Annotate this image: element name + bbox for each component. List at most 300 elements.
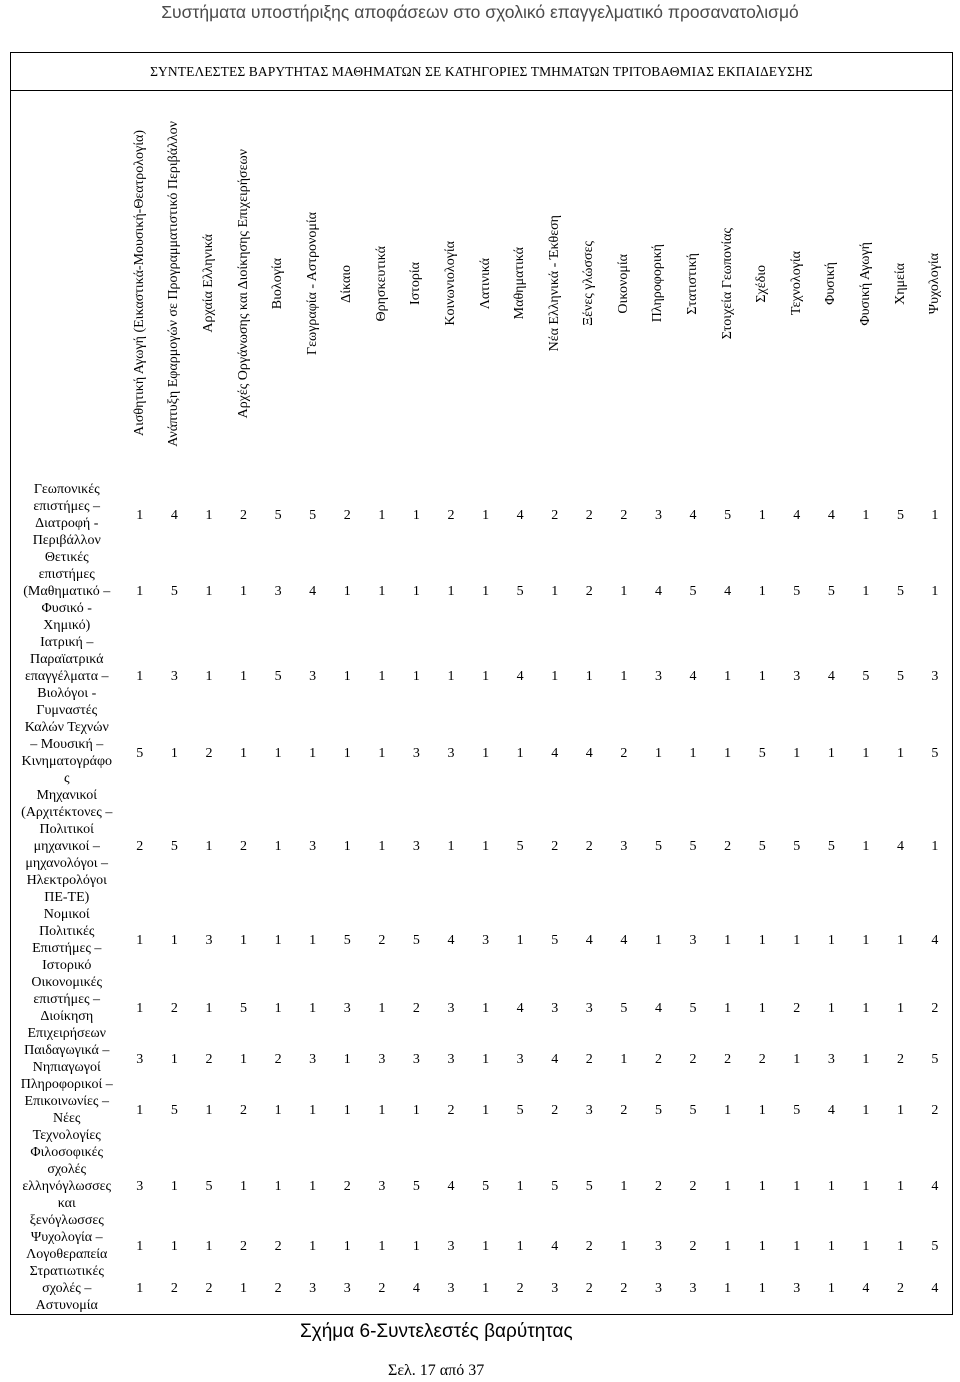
- weight-cell: 4: [654, 1000, 662, 1016]
- weight-cell: 1: [482, 1051, 490, 1067]
- weight-cell: 5: [309, 507, 317, 523]
- weight-cell: 2: [585, 839, 593, 854]
- row-label: Ψυχολογία – Λογοθεραπεία: [26, 1230, 108, 1262]
- weight-cell: 3: [447, 1000, 455, 1016]
- column-header-label: Αρχές Οργάνωσης και Διοίκησης Επιχειρήσεων: [235, 148, 251, 419]
- weight-cell: 1: [170, 932, 178, 948]
- column-header-label: Ψυχολογία: [926, 252, 942, 315]
- weight-cell: 1: [240, 745, 248, 761]
- weight-cell: 5: [689, 1102, 697, 1118]
- weight-cell: 4: [620, 932, 628, 948]
- weight-cell: 5: [689, 584, 697, 599]
- weight-cell: 5: [654, 839, 662, 854]
- weight-cell: 2: [205, 1051, 213, 1067]
- weight-cell: 5: [412, 932, 420, 948]
- weight-cell: 1: [758, 932, 766, 948]
- table-row: [11, 1042, 953, 1076]
- weight-cell: 5: [654, 1102, 662, 1118]
- weight-cell: 4: [516, 669, 524, 684]
- weight-cell: 1: [516, 1179, 524, 1194]
- weight-cell: 1: [170, 1179, 178, 1194]
- weight-cell: 3: [170, 669, 178, 684]
- weight-cell: 2: [931, 1000, 939, 1016]
- weight-cell: 1: [827, 1000, 835, 1016]
- weight-cell: 1: [724, 1102, 732, 1118]
- weight-cell: 1: [412, 1238, 420, 1254]
- column-header-label: Χημεία: [892, 262, 908, 305]
- weight-cell: 1: [343, 745, 351, 761]
- column-header: [192, 91, 227, 482]
- weight-cell: 3: [274, 584, 282, 599]
- weight-cell: 2: [793, 1000, 801, 1016]
- weight-cell: 2: [551, 839, 559, 854]
- weight-cell: 4: [447, 932, 455, 948]
- weight-cell: 1: [758, 1281, 766, 1296]
- row-label: Στρατιωτικές σχολές – Αστυνομία: [29, 1264, 104, 1313]
- column-header: [157, 91, 192, 482]
- weight-cell: 1: [343, 1102, 351, 1118]
- weight-cell: 4: [170, 507, 178, 523]
- weight-cell: 1: [793, 745, 801, 761]
- column-header-label: Βιολογία: [270, 257, 286, 310]
- weight-cell: 1: [654, 932, 662, 948]
- weight-cell: 1: [620, 1051, 628, 1067]
- weight-cell: 1: [482, 1000, 490, 1016]
- weight-cell: 1: [309, 1179, 317, 1194]
- weight-cell: 3: [654, 1281, 662, 1296]
- weight-cell: 5: [620, 1000, 628, 1016]
- table-title-row: [11, 53, 953, 91]
- column-header: [295, 91, 330, 482]
- weight-cell: 2: [274, 1281, 282, 1296]
- weight-cell: 2: [654, 1051, 662, 1067]
- weight-cell: 1: [343, 839, 351, 854]
- weight-cell: 2: [758, 1051, 766, 1067]
- weight-cell: 4: [551, 745, 559, 761]
- weight-cell: 4: [724, 584, 732, 599]
- weight-cell: 5: [931, 1051, 939, 1067]
- weight-cell: 2: [170, 1000, 178, 1016]
- weight-cell: 1: [205, 839, 213, 854]
- weight-cell: 2: [585, 507, 593, 523]
- weight-cell: 1: [897, 1179, 904, 1194]
- weight-cell: 1: [897, 745, 904, 761]
- weight-cell: 1: [309, 1102, 317, 1118]
- weight-cell: 1: [862, 1179, 870, 1194]
- weight-cell: 4: [689, 507, 697, 523]
- weight-cell: 1: [482, 584, 490, 599]
- weight-cell: 2: [620, 507, 628, 523]
- table-row: [11, 549, 953, 634]
- weight-cell: 1: [862, 932, 870, 948]
- weight-cell: 5: [897, 507, 904, 523]
- weight-cell: 2: [136, 839, 144, 854]
- weight-cell: 2: [205, 1281, 213, 1296]
- weight-cell: 5: [412, 1179, 420, 1194]
- weight-cell: 2: [240, 507, 248, 523]
- weight-cell: 3: [309, 1051, 317, 1067]
- weight-cell: 4: [585, 932, 593, 948]
- weight-cell: 3: [551, 1000, 559, 1016]
- weight-cell: 5: [724, 507, 732, 523]
- weight-cell: 5: [931, 745, 939, 761]
- weight-cell: 1: [309, 1238, 317, 1254]
- weight-cell: 2: [170, 1281, 178, 1296]
- weight-cell: 3: [378, 1051, 386, 1067]
- weight-cell: 1: [724, 1281, 732, 1296]
- table-row: [11, 1229, 953, 1263]
- weight-cell: 1: [620, 1179, 628, 1194]
- weight-cell: 1: [205, 1238, 213, 1254]
- weight-cell: 1: [724, 1238, 732, 1254]
- weight-cell: 3: [343, 1000, 351, 1016]
- column-header: [399, 91, 434, 482]
- weight-cell: 1: [447, 584, 455, 599]
- weight-cell: 1: [931, 584, 939, 599]
- weight-cell: 1: [862, 584, 870, 599]
- weight-cell: 3: [412, 745, 420, 761]
- row-label: Γεωπονικές επιστήμες – Διατροφή - Περιβάλλον: [32, 482, 101, 548]
- weight-cell: 1: [724, 1179, 732, 1194]
- weight-cell: 4: [931, 1179, 939, 1194]
- weight-cell: 1: [516, 1238, 524, 1254]
- weight-cell: 1: [240, 669, 248, 684]
- weight-cell: 1: [412, 669, 420, 684]
- weight-cell: 4: [585, 745, 593, 761]
- column-header: [779, 91, 814, 482]
- weight-cell: 1: [482, 507, 490, 523]
- table-corner-cell: [11, 91, 123, 482]
- weight-cell: 5: [516, 1102, 524, 1118]
- weight-cell: 3: [309, 839, 317, 854]
- column-header-label: Φυσική Αγωγή: [857, 241, 873, 326]
- column-header: [537, 91, 572, 482]
- weight-cell: 4: [793, 507, 801, 523]
- column-header-label: Νέα Ελληνικά - Έκθεση: [546, 215, 562, 352]
- weight-cell: 5: [689, 1000, 697, 1016]
- weight-cell: 3: [585, 1000, 593, 1016]
- weight-cell: 1: [205, 1000, 213, 1016]
- weight-cell: 1: [482, 1102, 490, 1118]
- weight-cell: 1: [758, 584, 766, 599]
- weight-cell: 5: [827, 584, 835, 599]
- weight-cell: 1: [758, 507, 766, 523]
- row-label: Ιατρική – Παραϊατρικά επαγγέλματα – Βιολόγοι - Γυμναστές: [24, 635, 109, 718]
- weight-cell: 3: [447, 1051, 455, 1067]
- weight-cell: 5: [274, 669, 282, 684]
- weight-cell: 5: [897, 584, 904, 599]
- table-row: [11, 481, 953, 549]
- column-header: [123, 91, 158, 482]
- weight-cell: 1: [309, 1000, 317, 1016]
- weight-cell: 5: [482, 1179, 490, 1194]
- weight-cell: 2: [620, 1102, 628, 1118]
- weight-cell: 4: [931, 932, 939, 948]
- weight-cell: 1: [620, 669, 628, 684]
- weight-cell: 3: [412, 839, 420, 854]
- table-row: [11, 1263, 953, 1315]
- weight-cell: 1: [378, 745, 386, 761]
- weight-cell: 3: [654, 669, 662, 684]
- weight-cell: 2: [378, 1281, 386, 1296]
- weight-cell: 1: [482, 1281, 490, 1296]
- weight-cell: 2: [240, 1238, 248, 1254]
- weight-cell: 5: [793, 584, 801, 599]
- weight-cell: 3: [793, 1281, 801, 1296]
- weight-cell: 3: [447, 1238, 455, 1254]
- weight-cell: 1: [482, 745, 490, 761]
- weight-cell: 1: [205, 584, 213, 599]
- weight-cell: 1: [136, 932, 144, 948]
- weight-cell: 2: [585, 1238, 593, 1254]
- weight-cell: 5: [205, 1179, 213, 1194]
- running-header: Συστήματα υποστήριξης αποφάσεων στο σχολικό επαγγελματικό προσανατολισμό: [161, 2, 799, 22]
- weight-cell: 1: [136, 1281, 144, 1296]
- weight-cell: 1: [758, 1102, 766, 1118]
- weight-cell: 5: [274, 507, 282, 523]
- weight-cell: 3: [343, 1281, 351, 1296]
- weight-cell: 1: [136, 1000, 144, 1016]
- weight-cell: 3: [654, 507, 662, 523]
- weight-cell: 2: [585, 1281, 593, 1296]
- weight-cell: 3: [412, 1051, 420, 1067]
- weight-cell: 1: [170, 1051, 178, 1067]
- weight-cell: 1: [585, 669, 593, 684]
- weight-cell: 1: [827, 1281, 835, 1296]
- weight-cell: 2: [343, 1179, 351, 1194]
- column-header-label: Σχέδιο: [754, 264, 770, 303]
- table-row: [11, 634, 953, 719]
- weight-cell: 1: [827, 745, 835, 761]
- weight-cell: 1: [378, 584, 386, 599]
- weight-cell: 5: [862, 669, 870, 684]
- weight-cell: 1: [205, 507, 213, 523]
- weight-cell: 2: [447, 507, 455, 523]
- column-header: [641, 91, 676, 482]
- weight-cell: 1: [758, 669, 766, 684]
- table-row: [11, 974, 953, 1042]
- weight-cell: 4: [516, 507, 524, 523]
- weight-cell: 1: [897, 1238, 904, 1254]
- weight-cell: 3: [689, 1281, 697, 1296]
- weight-cell: 3: [827, 1051, 835, 1067]
- weight-cell: 1: [516, 745, 524, 761]
- weight-cell: 5: [689, 839, 697, 854]
- weight-cell: 1: [136, 1102, 144, 1118]
- weight-cell: 1: [412, 507, 420, 523]
- weight-cell: 1: [240, 1179, 248, 1194]
- weight-cell: 1: [274, 1179, 282, 1194]
- weight-cell: 2: [931, 1102, 939, 1118]
- column-header-label: Στατιστική: [685, 252, 701, 315]
- weight-cell: 1: [378, 507, 386, 523]
- weight-cell: 3: [793, 669, 801, 684]
- weight-cell: 5: [343, 932, 351, 948]
- weight-cell: 1: [689, 745, 697, 761]
- weight-cell: 4: [897, 839, 904, 854]
- column-header: [226, 91, 261, 482]
- weight-cell: 5: [897, 669, 904, 684]
- column-header-label: Θρησκευτικά: [373, 245, 389, 322]
- column-header-label: Λατινικά: [477, 257, 493, 310]
- column-header: [883, 91, 918, 482]
- table-head: [11, 53, 953, 482]
- weight-cell: 2: [724, 839, 732, 854]
- table-row: [11, 906, 953, 974]
- weight-cell: 2: [343, 507, 351, 523]
- weight-cell: 5: [551, 1179, 559, 1194]
- column-header: [918, 91, 953, 482]
- weight-cell: 1: [274, 745, 282, 761]
- weight-cell: 1: [170, 1238, 178, 1254]
- weight-cell: 1: [136, 507, 144, 523]
- weight-cell: 1: [931, 839, 939, 854]
- column-header: [676, 91, 711, 482]
- weight-cell: 2: [689, 1238, 697, 1254]
- column-header: [261, 91, 296, 482]
- weight-cell: 1: [309, 745, 317, 761]
- weight-cell: 1: [724, 745, 732, 761]
- weight-cell: 2: [240, 839, 248, 854]
- weight-cell: 1: [551, 669, 559, 684]
- weight-cell: 1: [482, 669, 490, 684]
- weight-cell: 2: [585, 584, 593, 599]
- weight-cell: 1: [897, 1102, 904, 1118]
- weight-cell: 1: [309, 932, 317, 948]
- weight-cell: 1: [274, 1102, 282, 1118]
- weight-cell: 2: [551, 507, 559, 523]
- column-header-label: Ξένες γλώσσες: [581, 241, 597, 326]
- weight-cell: 1: [412, 1102, 420, 1118]
- weight-cell: 1: [136, 669, 144, 684]
- weight-cell: 3: [309, 669, 317, 684]
- weight-cell: 2: [274, 1238, 282, 1254]
- weight-cell: 1: [240, 584, 248, 599]
- column-header: [572, 91, 607, 482]
- weight-cell: 1: [862, 839, 870, 854]
- weight-cell: 1: [793, 1051, 801, 1067]
- weight-cell: 5: [516, 839, 524, 854]
- column-header-label: Στοιχεία Γεωπονίας: [719, 227, 735, 340]
- weight-cell: 2: [516, 1281, 524, 1296]
- column-header: [365, 91, 400, 482]
- column-header: [745, 91, 780, 482]
- weight-cell: 1: [136, 1238, 144, 1254]
- weight-cell: 1: [758, 1238, 766, 1254]
- column-header-label: Αρχαία Ελληνικά: [200, 234, 216, 333]
- weight-cell: 5: [170, 1102, 178, 1118]
- column-header-label: Φυσική: [823, 262, 839, 305]
- weight-cell: 1: [862, 507, 870, 523]
- weight-cell: 3: [654, 1238, 662, 1254]
- weight-cell: 1: [240, 932, 248, 948]
- weight-cell: 4: [827, 507, 835, 523]
- weight-cell: 2: [689, 1051, 697, 1067]
- weight-cell: 1: [378, 839, 386, 854]
- weight-cell: 1: [793, 1238, 801, 1254]
- weight-cell: 3: [689, 932, 697, 948]
- column-header-label: Ιστορία: [408, 262, 424, 305]
- table-row: [11, 787, 953, 906]
- weight-cell: 1: [827, 932, 835, 948]
- weight-cell: 1: [551, 584, 559, 599]
- weight-cell: 1: [482, 839, 490, 854]
- weight-cell: 2: [724, 1051, 732, 1067]
- weight-cell: 3: [931, 669, 939, 684]
- weight-cell: 1: [897, 932, 904, 948]
- weight-cell: 1: [724, 1000, 732, 1016]
- weight-cell: 3: [136, 1051, 144, 1067]
- weight-cell: 4: [309, 584, 317, 599]
- weight-cell: 1: [931, 507, 939, 523]
- weight-cell: 2: [897, 1051, 904, 1067]
- weight-cell: 1: [516, 932, 524, 948]
- weight-cell: 1: [274, 932, 282, 948]
- column-header: [710, 91, 745, 482]
- weight-cell: 1: [758, 1000, 766, 1016]
- table-row: [11, 719, 953, 787]
- weight-cell: 3: [516, 1051, 524, 1067]
- weight-cell: 5: [793, 1102, 801, 1118]
- column-header: [814, 91, 849, 482]
- weight-cell: 3: [205, 932, 213, 948]
- weight-cell: 1: [378, 669, 386, 684]
- weight-cell: 1: [758, 1179, 766, 1194]
- column-header-label: Δίκαιο: [339, 264, 355, 303]
- weight-cell: 5: [931, 1238, 939, 1254]
- weight-cell: 3: [309, 1281, 317, 1296]
- weight-cell: 1: [205, 669, 213, 684]
- weight-cell: 4: [862, 1281, 870, 1296]
- weight-cell: 1: [378, 1000, 386, 1016]
- weight-cell: 2: [620, 1281, 628, 1296]
- row-label: Θετικές επιστήμες (Μαθηματικό – Φυσικό - Χημικό): [23, 550, 111, 633]
- column-header: [468, 91, 503, 482]
- weight-cell: 5: [758, 839, 766, 854]
- weight-cell: 1: [274, 839, 282, 854]
- weight-cell: 5: [240, 1000, 248, 1016]
- column-header-label: Ανάπτυξη Εφαρμογών σε Προγραμματιστικό Περιβάλλον: [166, 120, 182, 447]
- weight-cell: 5: [758, 745, 766, 761]
- weight-cell: 1: [793, 932, 801, 948]
- weight-cell: 1: [378, 1238, 386, 1254]
- weight-cell: 1: [170, 745, 178, 761]
- row-label: Καλών Τεχνών – Μουσική – Κινηματογράφο ς: [21, 720, 113, 786]
- weight-cell: 1: [378, 1102, 386, 1118]
- weight-cell: 1: [724, 932, 732, 948]
- weight-cell: 4: [827, 1102, 835, 1118]
- weight-cell: 2: [240, 1102, 248, 1118]
- weight-cell: 4: [827, 669, 835, 684]
- weight-cell: 1: [862, 1000, 870, 1016]
- weight-cell: 1: [620, 1238, 628, 1254]
- weight-cell: 3: [378, 1179, 386, 1194]
- weight-cell: 4: [447, 1179, 455, 1194]
- weight-cell: 1: [447, 839, 455, 854]
- weight-cell: 2: [551, 1102, 559, 1118]
- weight-cell: 3: [551, 1281, 559, 1296]
- weight-cell: 4: [551, 1051, 559, 1067]
- weight-cell: 2: [447, 1102, 455, 1118]
- column-header-label: Πληροφορική: [650, 244, 666, 323]
- column-header-label: Τεχνολογία: [788, 251, 804, 316]
- weight-cell: 5: [793, 839, 801, 854]
- column-header: [330, 91, 365, 482]
- row-label: Νομικοί Πολιτικές Επιστήμες – Ιστορικό: [32, 907, 102, 973]
- weight-cell: 3: [447, 1281, 455, 1296]
- weight-cell: 2: [274, 1051, 282, 1067]
- column-header-label: Οικονομία: [615, 253, 631, 314]
